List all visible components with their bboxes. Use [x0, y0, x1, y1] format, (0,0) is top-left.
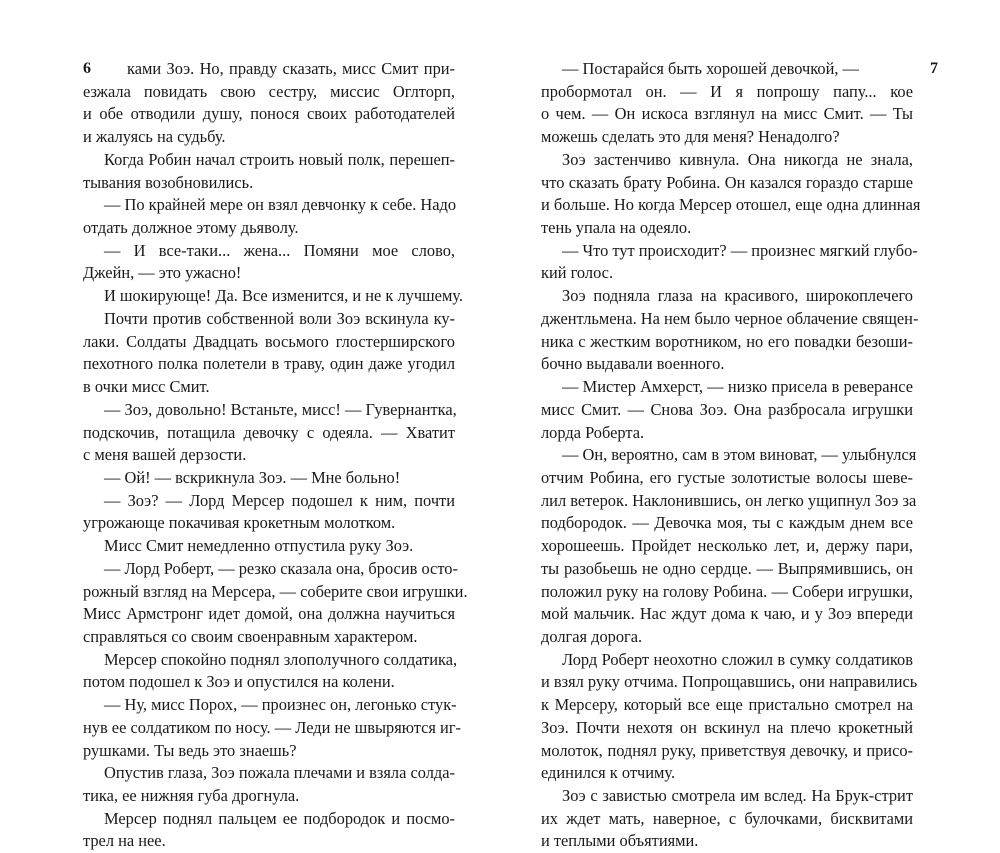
text-line: тень упала на одеяло. — [541, 218, 692, 238]
text-line: лорда Роберта. — [541, 422, 645, 442]
text-line: ками Зоэ. Но, правду сказать, мисс Смит при- — [127, 59, 455, 78]
left-page-text — [83, 58, 468, 853]
text-line: с меня вашей дерзости. — [83, 445, 247, 465]
text-line: справляться со своим своенравным характером. — [83, 626, 418, 646]
text-line: Лорд Роберт неохотно сложил в сумку солдатиков — [562, 649, 913, 669]
text-line: Мерсер поднял пальцем ее подбородок и посмо- — [104, 808, 455, 828]
text-line: Мисс Смит немедленно отпустила руку Зоэ. — [104, 536, 414, 556]
text-line: — Зоэ? — Лорд Мерсер подошел к ним, почти — [104, 490, 455, 510]
text-line: тика, ее нижняя губа дрогнула. — [83, 786, 300, 805]
text-line: лаки. Солдаты Двадцать восьмого глостерширского — [83, 331, 455, 351]
text-line: подбородок. — Девочка моя, ты с каждым днем все — [541, 513, 913, 533]
text-line: Зоэ подняла глаза на красивого, широкоплечего — [562, 286, 913, 306]
text-line: Зоэ. Почти нехотя он вскинул на плечо крокетный — [541, 717, 913, 737]
text-line: ты разобьешь не одно сердце. — Выпрямившись, он — [541, 558, 913, 578]
text-line: — Постарайся быть хорошей девочкой, — — [562, 59, 859, 78]
text-line: долгая дорога. — [541, 626, 643, 646]
text-line: рушками. Ты ведь это знаешь? — [83, 740, 297, 760]
text-line: мой мальчик. Нас ждут дома к чаю, и у Зоэ впереди — [541, 604, 913, 624]
text-line: трел на нее. — [83, 831, 166, 851]
text-line: Зоэ застенчиво кивнула. Она никогда не знала, — [562, 149, 913, 169]
text-line: подскочив, потащила девочку с одеяла. — Хватит — [83, 422, 455, 442]
text-line: езжала повидать свою сестру, миссис Оглторп, — [83, 81, 455, 101]
text-line: потом подошел к Зоэ и опустился на колени. — [83, 672, 395, 692]
text-line: — Ой! — вскрикнула Зоэ. — Мне больно! — [104, 467, 401, 487]
text-line: кий голос. — [541, 263, 614, 283]
text-line: и больше. Но когда Мерсер отошел, еще одна длинная — [541, 195, 921, 215]
text-line: — Что тут происходит? — произнес мягкий глубо- — [562, 240, 918, 260]
page-number-right: 7 — [930, 60, 938, 77]
text-line: и взял руку отчима. Попрощавшись, они направились — [541, 672, 918, 692]
text-line: — Ну, мисс Порох, — произнес он, легонько стук- — [104, 695, 457, 715]
text-line: джентльмена. На нем было черное облачение священ- — [541, 308, 919, 328]
right-page-text — [541, 58, 921, 853]
text-line: что сказать брату Робина. Он казался гораздо старше — [541, 172, 913, 192]
text-line: Мерсер спокойно поднял злополучного солдатика, — [104, 649, 458, 669]
text-line: — Он, вероятно, сам в этом виноват, — улыбнулся — [562, 445, 917, 465]
text-line: — Мистер Амхерст, — низко присела в реверансе — [562, 377, 913, 397]
text-line: отчим Робина, его густые золотистые волосы шеве- — [541, 467, 913, 487]
text-line: — Зоэ, довольно! Встаньте, мисс! — Гувернантка, — [104, 399, 457, 419]
text-line: ника с жестким воротником, но его повадки безоши- — [541, 331, 913, 351]
text-line: лил ветерок. Наклонившись, он легко ущипнул Зоэ за — [541, 490, 917, 510]
text-line: и теплыми объятиями. — [541, 831, 699, 851]
text-line: и жалуясь на судьбу. — [83, 127, 226, 147]
text-line: пехотного полка полетели в траву, один даже угодил — [83, 354, 455, 374]
text-line: Когда Робин начал строить новый полк, перешеп- — [104, 149, 455, 169]
text-line: их ждет мать, наверное, с булочками, бисквитами — [541, 808, 913, 828]
text-line: Мисс Армстронг идет домой, она должна научиться — [83, 604, 455, 624]
text-line: — И все-таки... жена... Помяни мое слово, — [104, 240, 455, 260]
text-line: о чем. — Он искоса взглянул на мисс Смит. — Ты — [541, 104, 913, 124]
text-line: — По крайней мере он взял девчонку к себе. Надо — [104, 195, 457, 215]
text-line: — Лорд Роберт, — резко сказала она, бросив осто- — [104, 558, 458, 578]
text-line: молоток, поднял руку, приветствуя девочку, и присо- — [541, 740, 913, 760]
text-line: Джейн, — это ужасно! — [83, 263, 242, 283]
text-line: И шокирующе! Да. Все изменится, и не к лучшему. — [104, 286, 463, 306]
text-line: хорошеешь. Пройдет несколько лет, и, держу пари, — [541, 536, 913, 556]
page-number-left: 6 — [83, 60, 91, 77]
text-line: Опустив глаза, Зоэ пожала плечами и взяла солда- — [104, 763, 455, 783]
text-line: бочно выдавали военного. — [541, 354, 725, 374]
text-line: единился к отчиму. — [541, 763, 676, 783]
text-line: нув ее солдатиком по носу. — Леди не швыряются иг- — [83, 717, 462, 737]
text-line: мисс Смит. — Снова Зоэ. Она разбросала игрушки — [541, 399, 913, 419]
text-line: положил руку на голову Робина. — Собери игрушки, — [541, 581, 913, 601]
text-line: Зоэ с завистью смотрела им вслед. На Брук-стрит — [562, 786, 913, 805]
text-line: отдать должное этому дьяволу. — [83, 218, 299, 238]
text-line: к Мерсеру, который все еще пристально смотрел на — [541, 695, 913, 715]
text-line: пробормотал он. — И я попрошу папу... кое — [541, 81, 913, 101]
text-line: рожный взгляд на Мерсера, — соберите свои игрушки. — [83, 581, 468, 601]
text-line: в очки мисс Смит. — [83, 377, 210, 397]
text-line: Почти против собственной воли Зоэ вскинула ку- — [104, 308, 455, 328]
text-line: можешь сделать это для меня? Ненадолго? — [541, 127, 840, 147]
text-line: угрожающе покачивая крокетным молотком. — [83, 513, 396, 533]
text-line: и обе отводили душу, понося своих работодателей — [83, 104, 455, 124]
text-line: тывания возобновились. — [83, 172, 254, 192]
